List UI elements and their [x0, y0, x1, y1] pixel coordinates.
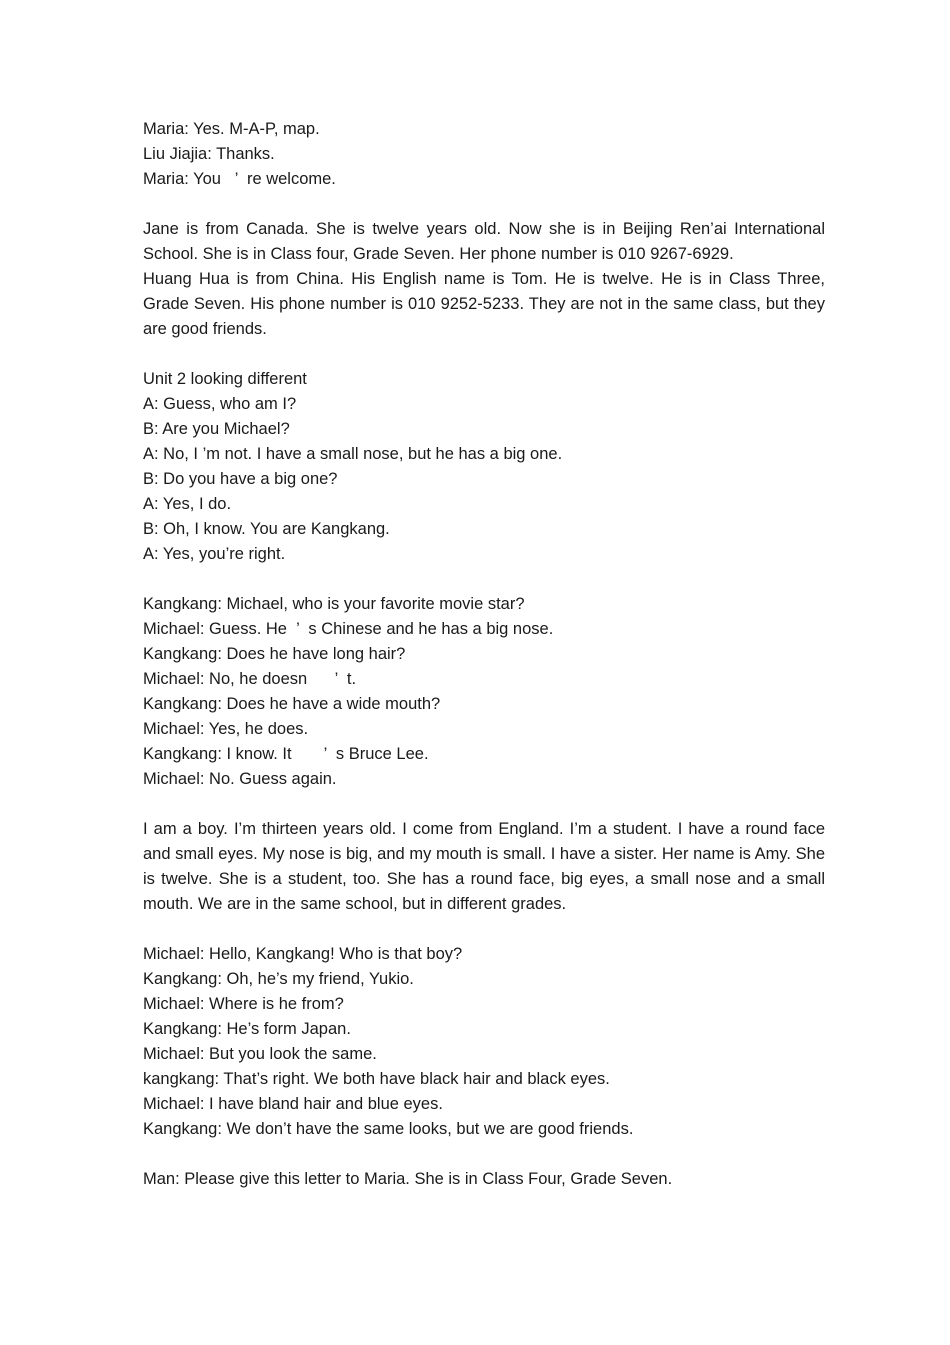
dialogue-line: Liu Jiajia: Thanks. — [143, 145, 275, 163]
dialogue-line: Kangkang: Does he have long hair? — [143, 645, 406, 663]
dialogue-line: kangkang: That’s right. We both have black hair and black eyes. — [143, 1070, 610, 1088]
paragraph-jane: Jane is from Canada. She is twelve years old. Now she is in Beijing Ren’ai International School. She is in Class four, Grade Seven. Her phone number is 010 9267-6929. — [143, 220, 825, 263]
dialogue-line: B: Oh, I know. You are Kangkang. — [143, 520, 390, 538]
dialogue-line: Maria: You ’ re welcome. — [143, 170, 336, 188]
dialogue-line: Michael: Yes, he does. — [143, 720, 309, 738]
unit-heading: Unit 2 looking different — [143, 370, 307, 388]
dialogue-line: Michael: Guess. He ’ s Chinese and he has a big nose. — [143, 620, 554, 638]
yukio-dialogue — [143, 942, 825, 1142]
dialogue-line: Michael: No, he doesn ’ t. — [143, 670, 357, 688]
document-body — [143, 117, 825, 1192]
dialogue-line: Kangkang: Oh, he’s my friend, Yukio. — [143, 970, 414, 988]
paragraph-huang-hua: Huang Hua is from China. His English name is Tom. He is twelve. He is in Class Three, Grade Seven. His phone number is 010 9252-5233. They are not in the same class, but they are good friends. — [143, 270, 825, 338]
dialogue-line: Michael: I have bland hair and blue eyes. — [143, 1095, 443, 1113]
dialogue-line: A: No, I ’m not. I have a small nose, but he has a big one. — [143, 445, 563, 463]
dialogue-line: B: Do you have a big one? — [143, 470, 338, 488]
dialogue-line: Maria: Yes. M-A-P, map. — [143, 120, 320, 138]
movie-star-dialogue — [143, 592, 825, 792]
dialogue-line: Kangkang: He’s form Japan. — [143, 1020, 351, 1038]
paragraph-gap — [143, 342, 825, 367]
paragraph-gap — [143, 567, 825, 592]
reading-passage-boy — [143, 817, 825, 917]
paragraph-gap — [143, 1142, 825, 1167]
paragraph-boy-description: I am a boy. I’m thirteen years old. I come from England. I’m a student. I have a round face and small eyes. My nose is big, and my mouth is small. I have a sister. Her name is Amy. She is twelve. She is a student, too. She has a round face, big eyes, a small nose and a small mouth. We are in the same school, but in different grades. — [143, 820, 825, 913]
dialogue-line: A: Yes, you’re right. — [143, 545, 286, 563]
dialogue-line: Michael: Where is he from? — [143, 995, 344, 1013]
dialogue-line: Kangkang: Does he have a wide mouth? — [143, 695, 441, 713]
unit-2-dialogue — [143, 367, 825, 567]
dialogue-line: Michael: Hello, Kangkang! Who is that boy? — [143, 945, 463, 963]
dialogue-line: Kangkang: Michael, who is your favorite movie star? — [143, 595, 525, 613]
dialogue-line: B: Are you Michael? — [143, 420, 290, 438]
dialogue-line: A: Guess, who am I? — [143, 395, 297, 413]
dialogue-line: Kangkang: We don’t have the same looks, but we are good friends. — [143, 1120, 634, 1138]
dialogue-line: Michael: But you look the same. — [143, 1045, 377, 1063]
reading-passage-jane-huang — [143, 217, 825, 342]
dialogue-line: Michael: No. Guess again. — [143, 770, 337, 788]
dialogue-line: A: Yes, I do. — [143, 495, 232, 513]
paragraph-gap — [143, 917, 825, 942]
paragraph-gap — [143, 192, 825, 217]
dialogue-line: Kangkang: I know. It ’ s Bruce Lee. — [143, 745, 429, 763]
letter-dialogue — [143, 1167, 825, 1192]
dialogue-map — [143, 117, 825, 192]
paragraph-gap — [143, 792, 825, 817]
dialogue-line: Man: Please give this letter to Maria. She is in Class Four, Grade Seven. — [143, 1170, 673, 1188]
